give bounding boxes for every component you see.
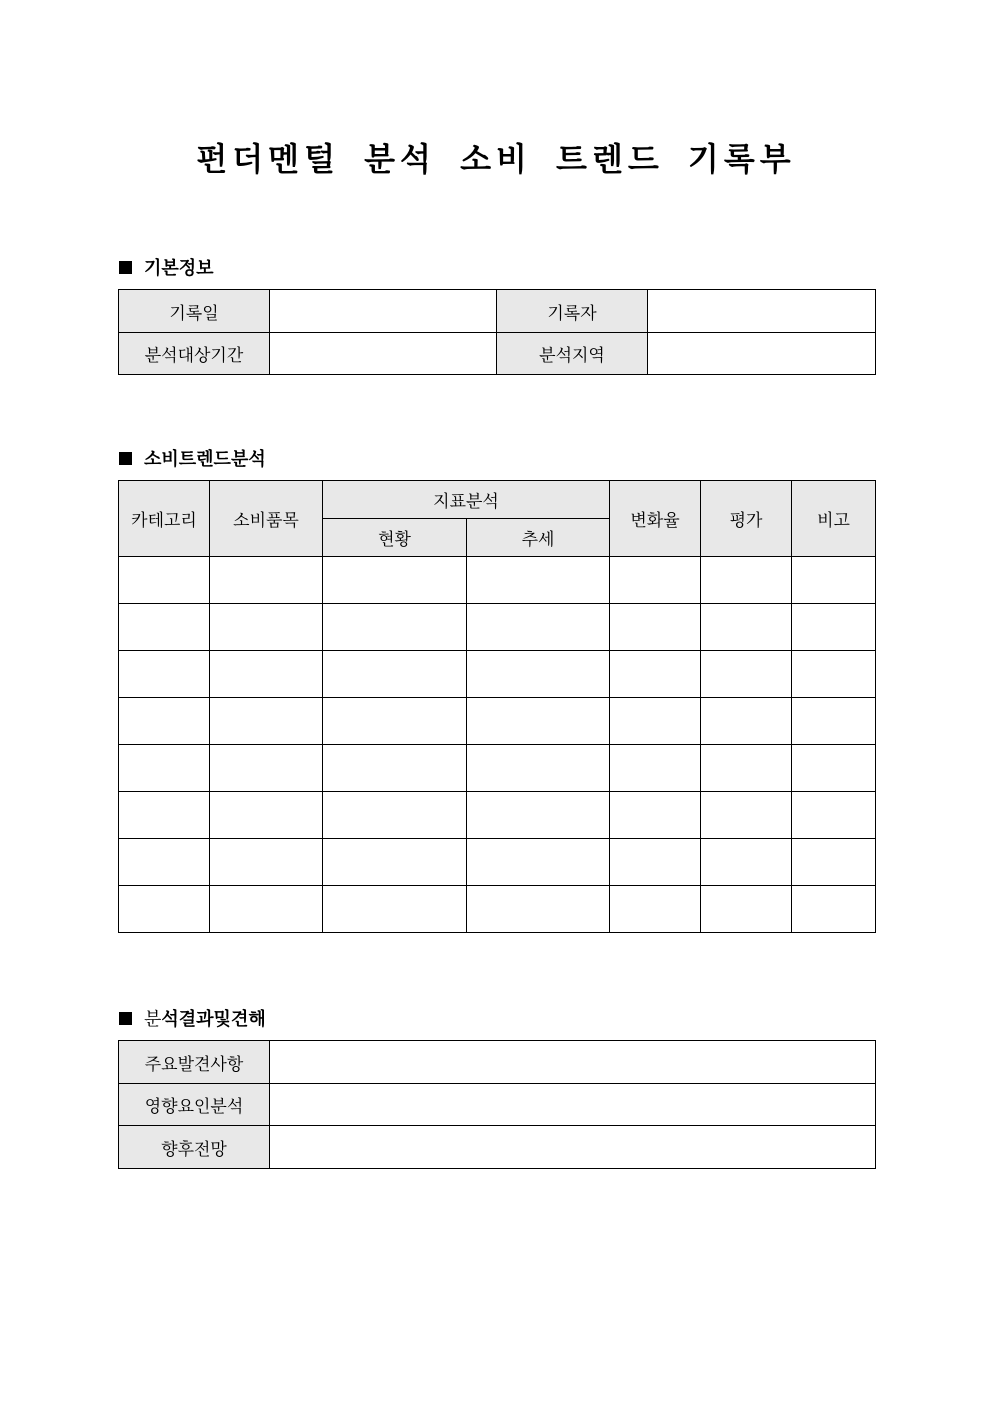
table-cell[interactable] bbox=[119, 557, 210, 604]
table-cell[interactable] bbox=[119, 745, 210, 792]
table-cell[interactable] bbox=[467, 886, 610, 933]
table-cell[interactable] bbox=[119, 886, 210, 933]
table-cell[interactable] bbox=[610, 745, 701, 792]
table-cell[interactable] bbox=[210, 792, 323, 839]
trend-table bbox=[118, 480, 876, 933]
table-cell[interactable] bbox=[792, 651, 876, 698]
table-row bbox=[119, 651, 876, 698]
table-cell[interactable] bbox=[792, 886, 876, 933]
results-table bbox=[118, 1040, 876, 1169]
table-cell[interactable] bbox=[210, 651, 323, 698]
analysis-period-field[interactable] bbox=[270, 333, 497, 375]
table-cell[interactable] bbox=[467, 839, 610, 886]
results-heading-text: 석결과및견해 bbox=[161, 1009, 266, 1030]
item-header: 소비품목 bbox=[210, 481, 323, 557]
table-cell[interactable] bbox=[467, 792, 610, 839]
table-cell[interactable] bbox=[610, 886, 701, 933]
current-header: 현황 bbox=[323, 519, 467, 557]
results-heading-prefix: 분 bbox=[144, 1009, 162, 1030]
page-title: 펀더멘털 분석 소비 트렌드 기록부 bbox=[196, 140, 796, 178]
change-rate-header: 변화율 bbox=[610, 481, 701, 557]
table-cell[interactable] bbox=[323, 557, 467, 604]
analysis-period-label: 분석대상기간 bbox=[119, 333, 270, 375]
table-cell[interactable] bbox=[467, 604, 610, 651]
table-cell[interactable] bbox=[701, 839, 792, 886]
influence-factors-field[interactable] bbox=[270, 1084, 876, 1126]
key-findings-field[interactable] bbox=[270, 1041, 876, 1084]
table-cell[interactable] bbox=[701, 604, 792, 651]
table-cell[interactable] bbox=[610, 557, 701, 604]
recorder-label: 기록자 bbox=[497, 290, 648, 333]
square-bullet-icon bbox=[119, 452, 132, 465]
table-cell[interactable] bbox=[210, 886, 323, 933]
table-cell[interactable] bbox=[467, 698, 610, 745]
table-cell[interactable] bbox=[119, 698, 210, 745]
table-row bbox=[119, 792, 876, 839]
table-cell[interactable] bbox=[610, 651, 701, 698]
table-cell[interactable] bbox=[323, 698, 467, 745]
table-cell[interactable] bbox=[701, 698, 792, 745]
basic-info-heading-text: 기본정보 bbox=[144, 258, 214, 279]
basic-info-heading bbox=[119, 254, 214, 280]
table-row bbox=[119, 886, 876, 933]
record-date-field[interactable] bbox=[270, 290, 497, 333]
table-cell[interactable] bbox=[210, 839, 323, 886]
table-cell[interactable] bbox=[701, 651, 792, 698]
table-cell[interactable] bbox=[467, 651, 610, 698]
table-row bbox=[119, 698, 876, 745]
square-bullet-icon bbox=[119, 1012, 132, 1025]
table-row bbox=[119, 745, 876, 792]
table-cell[interactable] bbox=[210, 745, 323, 792]
table-cell[interactable] bbox=[467, 557, 610, 604]
table-cell[interactable] bbox=[119, 839, 210, 886]
table-cell[interactable] bbox=[467, 745, 610, 792]
trend-heading-text: 소비트렌드분석 bbox=[144, 449, 266, 470]
basic-info-table bbox=[118, 289, 876, 375]
table-cell[interactable] bbox=[210, 557, 323, 604]
table-cell[interactable] bbox=[119, 604, 210, 651]
outlook-label: 향후전망 bbox=[119, 1126, 270, 1169]
table-cell[interactable] bbox=[792, 792, 876, 839]
key-findings-label: 주요발견사항 bbox=[119, 1041, 270, 1084]
table-cell[interactable] bbox=[210, 698, 323, 745]
indicator-header: 지표분석 bbox=[323, 481, 610, 519]
analysis-region-label: 분석지역 bbox=[497, 333, 648, 375]
recorder-field[interactable] bbox=[648, 290, 876, 333]
table-cell[interactable] bbox=[792, 698, 876, 745]
outlook-field[interactable] bbox=[270, 1126, 876, 1169]
evaluation-header: 평가 bbox=[701, 481, 792, 557]
table-cell[interactable] bbox=[323, 886, 467, 933]
table-cell[interactable] bbox=[610, 792, 701, 839]
table-cell[interactable] bbox=[701, 745, 792, 792]
table-cell[interactable] bbox=[323, 745, 467, 792]
analysis-region-field[interactable] bbox=[648, 333, 876, 375]
table-cell[interactable] bbox=[210, 604, 323, 651]
table-row bbox=[119, 557, 876, 604]
table-row bbox=[119, 604, 876, 651]
table-cell[interactable] bbox=[792, 745, 876, 792]
table-cell[interactable] bbox=[323, 792, 467, 839]
table-cell[interactable] bbox=[701, 792, 792, 839]
table-cell[interactable] bbox=[701, 557, 792, 604]
trend-heading bbox=[119, 445, 266, 471]
table-cell[interactable] bbox=[701, 886, 792, 933]
table-cell[interactable] bbox=[323, 604, 467, 651]
table-cell[interactable] bbox=[792, 557, 876, 604]
table-cell[interactable] bbox=[119, 792, 210, 839]
table-cell[interactable] bbox=[323, 839, 467, 886]
influence-factors-label: 영향요인분석 bbox=[119, 1084, 270, 1126]
table-cell[interactable] bbox=[610, 698, 701, 745]
square-bullet-icon bbox=[119, 261, 132, 274]
remarks-header: 비고 bbox=[792, 481, 876, 557]
category-header: 카테고리 bbox=[119, 481, 210, 557]
table-cell[interactable] bbox=[610, 839, 701, 886]
results-heading bbox=[119, 1005, 266, 1031]
table-cell[interactable] bbox=[610, 604, 701, 651]
table-cell[interactable] bbox=[119, 651, 210, 698]
record-date-label: 기록일 bbox=[119, 290, 270, 333]
table-cell[interactable] bbox=[792, 839, 876, 886]
table-cell[interactable] bbox=[792, 604, 876, 651]
table-row bbox=[119, 839, 876, 886]
direction-header: 추세 bbox=[467, 519, 610, 557]
table-cell[interactable] bbox=[323, 651, 467, 698]
